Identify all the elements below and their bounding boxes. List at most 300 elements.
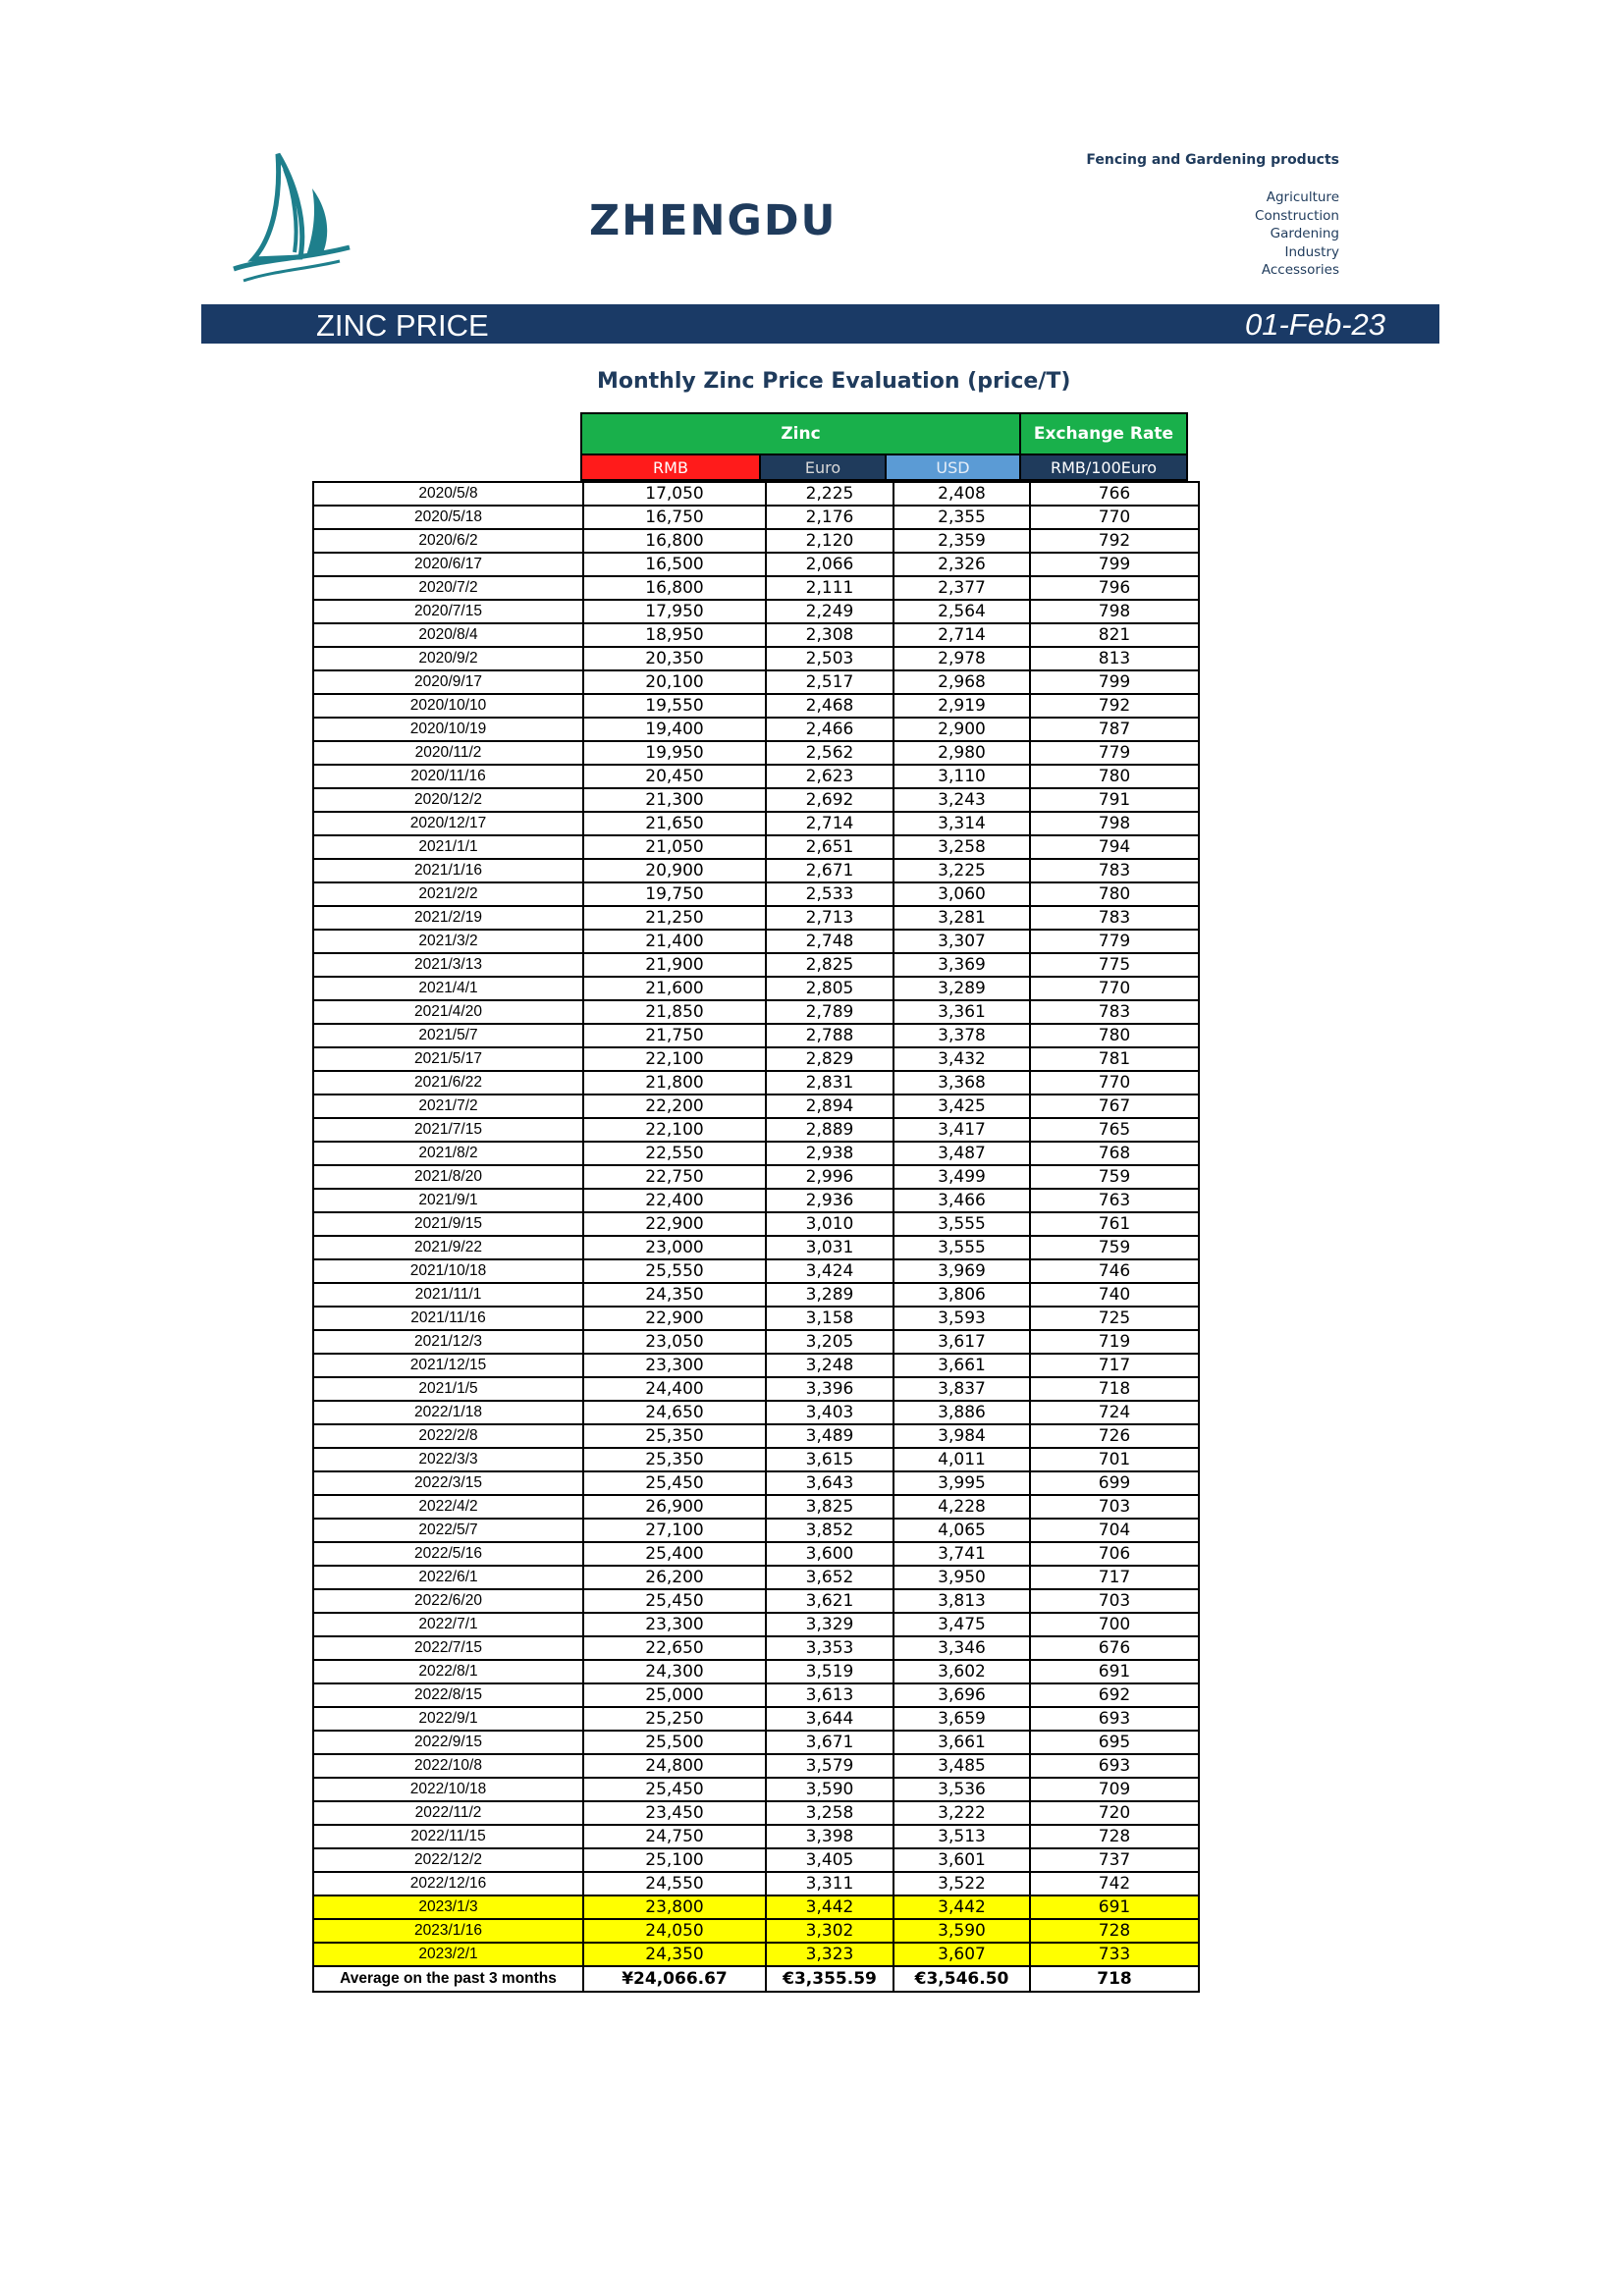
usd-cell: 3,555 — [893, 1236, 1030, 1259]
date-cell: 2022/2/8 — [313, 1424, 583, 1448]
usd-cell: 3,485 — [893, 1754, 1030, 1778]
exchange-rate-cell: 699 — [1030, 1471, 1199, 1495]
rmb-cell: 18,950 — [583, 623, 766, 647]
euro-cell: 2,466 — [766, 718, 893, 741]
usd-cell: 2,326 — [893, 553, 1030, 576]
usd-cell: 3,617 — [893, 1330, 1030, 1354]
table-row — [313, 1943, 1199, 1966]
date-cell: 2023/1/16 — [313, 1919, 583, 1943]
usd-cell: 3,369 — [893, 953, 1030, 977]
rmb-cell: 24,750 — [583, 1825, 766, 1848]
exchange-rate-cell: 770 — [1030, 1071, 1199, 1095]
date-cell: 2021/7/15 — [313, 1118, 583, 1142]
euro-cell: 2,111 — [766, 576, 893, 600]
euro-cell: 3,398 — [766, 1825, 893, 1848]
date-cell: 2021/12/3 — [313, 1330, 583, 1354]
table-row — [313, 1825, 1199, 1848]
rmb-cell: 22,900 — [583, 1307, 766, 1330]
table-row — [313, 1801, 1199, 1825]
euro-cell: 3,590 — [766, 1778, 893, 1801]
date-cell: 2022/6/20 — [313, 1589, 583, 1613]
exchange-rate-cell: 720 — [1030, 1801, 1199, 1825]
usd-cell: 3,289 — [893, 977, 1030, 1000]
date-cell: 2022/8/15 — [313, 1683, 583, 1707]
table-row — [313, 835, 1199, 859]
usd-cell: 3,368 — [893, 1071, 1030, 1095]
usd-cell: 2,919 — [893, 694, 1030, 718]
usd-cell: 3,361 — [893, 1000, 1030, 1024]
table-row — [313, 576, 1199, 600]
exchange-rate-cell: 791 — [1030, 788, 1199, 812]
usd-cell: 3,555 — [893, 1212, 1030, 1236]
title-band — [201, 304, 1439, 344]
usd-cell: 2,980 — [893, 741, 1030, 765]
euro-cell: 3,010 — [766, 1212, 893, 1236]
usd-cell: 3,969 — [893, 1259, 1030, 1283]
rmb-cell: 22,400 — [583, 1189, 766, 1212]
exchange-rate-cell: 765 — [1030, 1118, 1199, 1142]
exchange-rate-cell: 798 — [1030, 600, 1199, 623]
usd-cell: 3,590 — [893, 1919, 1030, 1943]
rmb-cell: 16,800 — [583, 576, 766, 600]
euro-cell: 2,789 — [766, 1000, 893, 1024]
rmb-cell: 22,750 — [583, 1165, 766, 1189]
exchange-rate-cell: 792 — [1030, 529, 1199, 553]
exchange-rate-cell: 779 — [1030, 741, 1199, 765]
exchange-rate-cell: 799 — [1030, 670, 1199, 694]
euro-cell: 3,652 — [766, 1566, 893, 1589]
table-row — [313, 1377, 1199, 1401]
exchange-rate-cell: 759 — [1030, 1236, 1199, 1259]
date-cell: 2020/6/17 — [313, 553, 583, 576]
euro-cell: 3,519 — [766, 1660, 893, 1683]
euro-cell: 3,031 — [766, 1236, 893, 1259]
euro-cell: 2,503 — [766, 647, 893, 670]
usd-cell: 3,522 — [893, 1872, 1030, 1896]
euro-cell: 3,489 — [766, 1424, 893, 1448]
table-row — [313, 1707, 1199, 1731]
table-row — [313, 1566, 1199, 1589]
rmb-cell: 17,950 — [583, 600, 766, 623]
date-cell: 2022/12/16 — [313, 1872, 583, 1896]
euro-cell: 2,825 — [766, 953, 893, 977]
usd-cell: 3,806 — [893, 1283, 1030, 1307]
date-cell: 2021/1/1 — [313, 835, 583, 859]
average-exchange-rate-cell: 718 — [1030, 1966, 1199, 1992]
date-cell: 2022/3/3 — [313, 1448, 583, 1471]
euro-cell: 3,289 — [766, 1283, 893, 1307]
table-row — [313, 1778, 1199, 1801]
column-usd: USD — [887, 455, 1021, 481]
rmb-cell: 23,450 — [583, 1801, 766, 1825]
date-cell: 2022/5/16 — [313, 1542, 583, 1566]
date-cell: 2022/3/15 — [313, 1471, 583, 1495]
exchange-rate-cell: 783 — [1030, 906, 1199, 930]
euro-cell: 2,938 — [766, 1142, 893, 1165]
exchange-rate-cell: 728 — [1030, 1825, 1199, 1848]
rmb-cell: 24,650 — [583, 1401, 766, 1424]
date-cell: 2021/1/16 — [313, 859, 583, 882]
table-row — [313, 1471, 1199, 1495]
euro-cell: 3,158 — [766, 1307, 893, 1330]
euro-cell: 2,805 — [766, 977, 893, 1000]
usd-cell: 3,661 — [893, 1731, 1030, 1754]
usd-cell: 3,442 — [893, 1896, 1030, 1919]
usd-cell: 2,408 — [893, 482, 1030, 506]
date-cell: 2022/5/7 — [313, 1519, 583, 1542]
average-label: Average on the past 3 months — [313, 1966, 583, 1992]
date-cell: 2022/6/1 — [313, 1566, 583, 1589]
euro-cell: 2,748 — [766, 930, 893, 953]
date-cell: 2023/1/3 — [313, 1896, 583, 1919]
usd-cell: 3,886 — [893, 1401, 1030, 1424]
date-cell: 2022/12/2 — [313, 1848, 583, 1872]
usd-cell: 2,968 — [893, 670, 1030, 694]
date-cell: 2021/10/18 — [313, 1259, 583, 1283]
rmb-cell: 24,300 — [583, 1660, 766, 1683]
exchange-rate-cell: 717 — [1030, 1566, 1199, 1589]
average-rmb-cell: ¥24,066.67 — [583, 1966, 766, 1992]
usd-cell: 3,984 — [893, 1424, 1030, 1448]
brand-name: ZHENGDU — [589, 196, 838, 245]
euro-cell: 2,176 — [766, 506, 893, 529]
table-row — [313, 1095, 1199, 1118]
table-subtitle: Monthly Zinc Price Evaluation (price/T) — [597, 369, 1071, 394]
usd-cell: 3,696 — [893, 1683, 1030, 1707]
date-cell: 2020/6/2 — [313, 529, 583, 553]
table-body — [313, 482, 1199, 1992]
category-item: Accessories — [1261, 262, 1339, 279]
euro-cell: 3,405 — [766, 1848, 893, 1872]
usd-cell: 3,995 — [893, 1471, 1030, 1495]
table-row — [313, 765, 1199, 788]
usd-cell: 3,225 — [893, 859, 1030, 882]
table-row — [313, 1683, 1199, 1707]
usd-cell: 3,513 — [893, 1825, 1030, 1848]
usd-cell: 2,900 — [893, 718, 1030, 741]
euro-cell: 2,788 — [766, 1024, 893, 1047]
table-row — [313, 1212, 1199, 1236]
date-cell: 2022/4/2 — [313, 1495, 583, 1519]
euro-cell: 2,829 — [766, 1047, 893, 1071]
euro-cell: 3,424 — [766, 1259, 893, 1283]
table-row — [313, 1636, 1199, 1660]
date-cell: 2021/5/17 — [313, 1047, 583, 1071]
euro-cell: 2,714 — [766, 812, 893, 835]
euro-cell: 2,651 — [766, 835, 893, 859]
rmb-cell: 22,100 — [583, 1047, 766, 1071]
usd-cell: 3,258 — [893, 835, 1030, 859]
exchange-rate-cell: 775 — [1030, 953, 1199, 977]
euro-cell: 3,396 — [766, 1377, 893, 1401]
rmb-cell: 24,050 — [583, 1919, 766, 1943]
date-cell: 2020/10/19 — [313, 718, 583, 741]
rmb-cell: 20,100 — [583, 670, 766, 694]
exchange-rate-cell: 693 — [1030, 1707, 1199, 1731]
rmb-cell: 23,000 — [583, 1236, 766, 1259]
date-cell: 2022/10/18 — [313, 1778, 583, 1801]
table-row — [313, 1495, 1199, 1519]
usd-cell: 2,564 — [893, 600, 1030, 623]
table-row — [313, 1259, 1199, 1283]
euro-cell: 2,562 — [766, 741, 893, 765]
euro-cell: 3,323 — [766, 1943, 893, 1966]
euro-cell: 2,996 — [766, 1165, 893, 1189]
usd-cell: 2,978 — [893, 647, 1030, 670]
category-list — [1255, 188, 1339, 280]
euro-cell: 3,311 — [766, 1872, 893, 1896]
usd-cell: 4,011 — [893, 1448, 1030, 1471]
date-cell: 2022/10/8 — [313, 1754, 583, 1778]
rmb-cell: 24,550 — [583, 1872, 766, 1896]
exchange-rate-cell: 704 — [1030, 1519, 1199, 1542]
table-row — [313, 647, 1199, 670]
rmb-cell: 25,450 — [583, 1471, 766, 1495]
table-row — [313, 1660, 1199, 1683]
category-item: Gardening — [1270, 226, 1339, 242]
usd-cell: 3,536 — [893, 1778, 1030, 1801]
exchange-rate-cell: 718 — [1030, 1377, 1199, 1401]
table-row — [313, 1024, 1199, 1047]
rmb-cell: 16,750 — [583, 506, 766, 529]
euro-cell: 3,329 — [766, 1613, 893, 1636]
date-cell: 2020/12/2 — [313, 788, 583, 812]
rmb-cell: 19,750 — [583, 882, 766, 906]
exchange-rate-cell: 693 — [1030, 1754, 1199, 1778]
band-date: 01-Feb-23 — [1244, 307, 1385, 342]
date-cell: 2020/11/2 — [313, 741, 583, 765]
table-row — [313, 694, 1199, 718]
exchange-rate-cell: 783 — [1030, 859, 1199, 882]
exchange-rate-cell: 767 — [1030, 1095, 1199, 1118]
usd-cell: 2,714 — [893, 623, 1030, 647]
exchange-rate-cell: 768 — [1030, 1142, 1199, 1165]
date-cell: 2020/8/4 — [313, 623, 583, 647]
date-cell: 2020/9/17 — [313, 670, 583, 694]
rmb-cell: 21,300 — [583, 788, 766, 812]
euro-cell: 3,643 — [766, 1471, 893, 1495]
rmb-cell: 22,550 — [583, 1142, 766, 1165]
euro-cell: 2,066 — [766, 553, 893, 576]
usd-cell: 2,359 — [893, 529, 1030, 553]
exchange-rate-cell: 770 — [1030, 506, 1199, 529]
table-row — [313, 1165, 1199, 1189]
usd-cell: 3,837 — [893, 1377, 1030, 1401]
euro-cell: 2,936 — [766, 1189, 893, 1212]
table-row — [313, 1047, 1199, 1071]
euro-cell: 3,671 — [766, 1731, 893, 1754]
usd-cell: 3,281 — [893, 906, 1030, 930]
column-rmb-per-100-euro: RMB/100Euro — [1021, 455, 1188, 481]
date-cell: 2022/8/1 — [313, 1660, 583, 1683]
exchange-rate-cell: 763 — [1030, 1189, 1199, 1212]
euro-cell: 3,621 — [766, 1589, 893, 1613]
exchange-rate-cell: 719 — [1030, 1330, 1199, 1354]
column-euro: Euro — [761, 455, 887, 481]
usd-cell: 3,378 — [893, 1024, 1030, 1047]
euro-cell: 2,120 — [766, 529, 893, 553]
rmb-cell: 19,950 — [583, 741, 766, 765]
euro-cell: 3,248 — [766, 1354, 893, 1377]
table-row — [313, 1071, 1199, 1095]
date-cell: 2022/11/15 — [313, 1825, 583, 1848]
table-row — [313, 718, 1199, 741]
band-title: ZINC PRICE — [316, 308, 489, 343]
date-cell: 2020/10/10 — [313, 694, 583, 718]
exchange-rate-cell: 761 — [1030, 1212, 1199, 1236]
rmb-cell: 25,000 — [583, 1683, 766, 1707]
usd-cell: 3,243 — [893, 788, 1030, 812]
table-row — [313, 1424, 1199, 1448]
euro-cell: 2,468 — [766, 694, 893, 718]
usd-cell: 3,314 — [893, 812, 1030, 835]
exchange-rate-cell: 701 — [1030, 1448, 1199, 1471]
rmb-cell: 21,900 — [583, 953, 766, 977]
table-row — [313, 1401, 1199, 1424]
date-cell: 2021/1/5 — [313, 1377, 583, 1401]
date-cell: 2020/9/2 — [313, 647, 583, 670]
date-cell: 2021/9/1 — [313, 1189, 583, 1212]
euro-cell: 3,403 — [766, 1401, 893, 1424]
rmb-cell: 25,400 — [583, 1542, 766, 1566]
table-row — [313, 788, 1199, 812]
rmb-cell: 25,450 — [583, 1778, 766, 1801]
euro-cell: 3,442 — [766, 1896, 893, 1919]
date-cell: 2020/11/16 — [313, 765, 583, 788]
euro-cell: 2,713 — [766, 906, 893, 930]
euro-cell: 3,600 — [766, 1542, 893, 1566]
euro-cell: 3,205 — [766, 1330, 893, 1354]
rmb-cell: 21,850 — [583, 1000, 766, 1024]
usd-cell: 3,661 — [893, 1354, 1030, 1377]
usd-cell: 3,346 — [893, 1636, 1030, 1660]
exchange-rate-cell: 724 — [1030, 1401, 1199, 1424]
table-row — [313, 1613, 1199, 1636]
category-item: Industry — [1284, 243, 1339, 260]
date-cell: 2021/4/1 — [313, 977, 583, 1000]
rmb-cell: 21,750 — [583, 1024, 766, 1047]
exchange-rate-cell: 733 — [1030, 1943, 1199, 1966]
exchange-rate-cell: 780 — [1030, 1024, 1199, 1047]
usd-cell: 4,228 — [893, 1495, 1030, 1519]
date-cell: 2023/2/1 — [313, 1943, 583, 1966]
date-cell: 2021/12/15 — [313, 1354, 583, 1377]
table-row — [313, 1542, 1199, 1566]
euro-cell: 3,579 — [766, 1754, 893, 1778]
euro-cell: 2,517 — [766, 670, 893, 694]
rmb-cell: 26,900 — [583, 1495, 766, 1519]
rmb-cell: 21,400 — [583, 930, 766, 953]
date-cell: 2021/8/20 — [313, 1165, 583, 1189]
rmb-cell: 24,800 — [583, 1754, 766, 1778]
exchange-rate-cell: 695 — [1030, 1731, 1199, 1754]
table-row — [313, 1448, 1199, 1471]
rmb-cell: 25,450 — [583, 1589, 766, 1613]
table-row — [313, 1848, 1199, 1872]
euro-cell: 2,894 — [766, 1095, 893, 1118]
exchange-rate-cell: 691 — [1030, 1660, 1199, 1683]
date-cell: 2021/9/15 — [313, 1212, 583, 1236]
exchange-rate-cell: 813 — [1030, 647, 1199, 670]
exchange-rate-cell: 703 — [1030, 1589, 1199, 1613]
exchange-rate-cell: 821 — [1030, 623, 1199, 647]
rmb-cell: 25,550 — [583, 1259, 766, 1283]
table-row — [313, 1731, 1199, 1754]
rmb-cell: 23,300 — [583, 1354, 766, 1377]
usd-cell: 3,487 — [893, 1142, 1030, 1165]
euro-cell: 2,889 — [766, 1118, 893, 1142]
usd-cell: 2,377 — [893, 576, 1030, 600]
exchange-rate-cell: 717 — [1030, 1354, 1199, 1377]
euro-cell: 3,852 — [766, 1519, 893, 1542]
date-cell: 2020/5/18 — [313, 506, 583, 529]
exchange-rate-cell: 798 — [1030, 812, 1199, 835]
exchange-rate-cell: 780 — [1030, 765, 1199, 788]
date-cell: 2021/11/16 — [313, 1307, 583, 1330]
exchange-rate-cell: 792 — [1030, 694, 1199, 718]
rmb-cell: 25,100 — [583, 1848, 766, 1872]
usd-cell: 3,425 — [893, 1095, 1030, 1118]
exchange-rate-cell: 703 — [1030, 1495, 1199, 1519]
table-row — [313, 906, 1199, 930]
usd-cell: 3,417 — [893, 1118, 1030, 1142]
rmb-cell: 21,800 — [583, 1071, 766, 1095]
table-row — [313, 1142, 1199, 1165]
usd-cell: 3,950 — [893, 1566, 1030, 1589]
table-row — [313, 1754, 1199, 1778]
euro-cell: 3,302 — [766, 1919, 893, 1943]
exchange-rate-cell: 796 — [1030, 576, 1199, 600]
rmb-cell: 21,050 — [583, 835, 766, 859]
usd-cell: 3,499 — [893, 1165, 1030, 1189]
rmb-cell: 20,900 — [583, 859, 766, 882]
euro-cell: 3,615 — [766, 1448, 893, 1471]
rmb-cell: 22,100 — [583, 1118, 766, 1142]
rmb-cell: 23,300 — [583, 1613, 766, 1636]
table-row — [313, 930, 1199, 953]
rmb-cell: 16,800 — [583, 529, 766, 553]
exchange-rate-cell: 787 — [1030, 718, 1199, 741]
table-row — [313, 553, 1199, 576]
table-row — [313, 623, 1199, 647]
table-row — [313, 977, 1199, 1000]
category-item: Construction — [1255, 207, 1339, 224]
date-cell: 2020/7/2 — [313, 576, 583, 600]
exchange-rate-cell: 728 — [1030, 1919, 1199, 1943]
exchange-rate-cell: 725 — [1030, 1307, 1199, 1330]
date-cell: 2021/2/19 — [313, 906, 583, 930]
rmb-cell: 27,100 — [583, 1519, 766, 1542]
rmb-cell: 23,050 — [583, 1330, 766, 1354]
euro-cell: 2,533 — [766, 882, 893, 906]
rmb-cell: 20,450 — [583, 765, 766, 788]
rmb-cell: 25,500 — [583, 1731, 766, 1754]
header-exchange-rate: Exchange Rate — [1021, 412, 1188, 455]
table-row — [313, 506, 1199, 529]
usd-cell: 3,602 — [893, 1660, 1030, 1683]
exchange-rate-cell: 794 — [1030, 835, 1199, 859]
table-row — [313, 1330, 1199, 1354]
date-cell: 2020/5/8 — [313, 482, 583, 506]
rmb-cell: 24,400 — [583, 1377, 766, 1401]
rmb-cell: 17,050 — [583, 482, 766, 506]
euro-cell: 2,623 — [766, 765, 893, 788]
exchange-rate-cell: 706 — [1030, 1542, 1199, 1566]
rmb-cell: 19,550 — [583, 694, 766, 718]
table-row — [313, 1236, 1199, 1259]
exchange-rate-cell: 783 — [1030, 1000, 1199, 1024]
euro-cell: 3,613 — [766, 1683, 893, 1707]
